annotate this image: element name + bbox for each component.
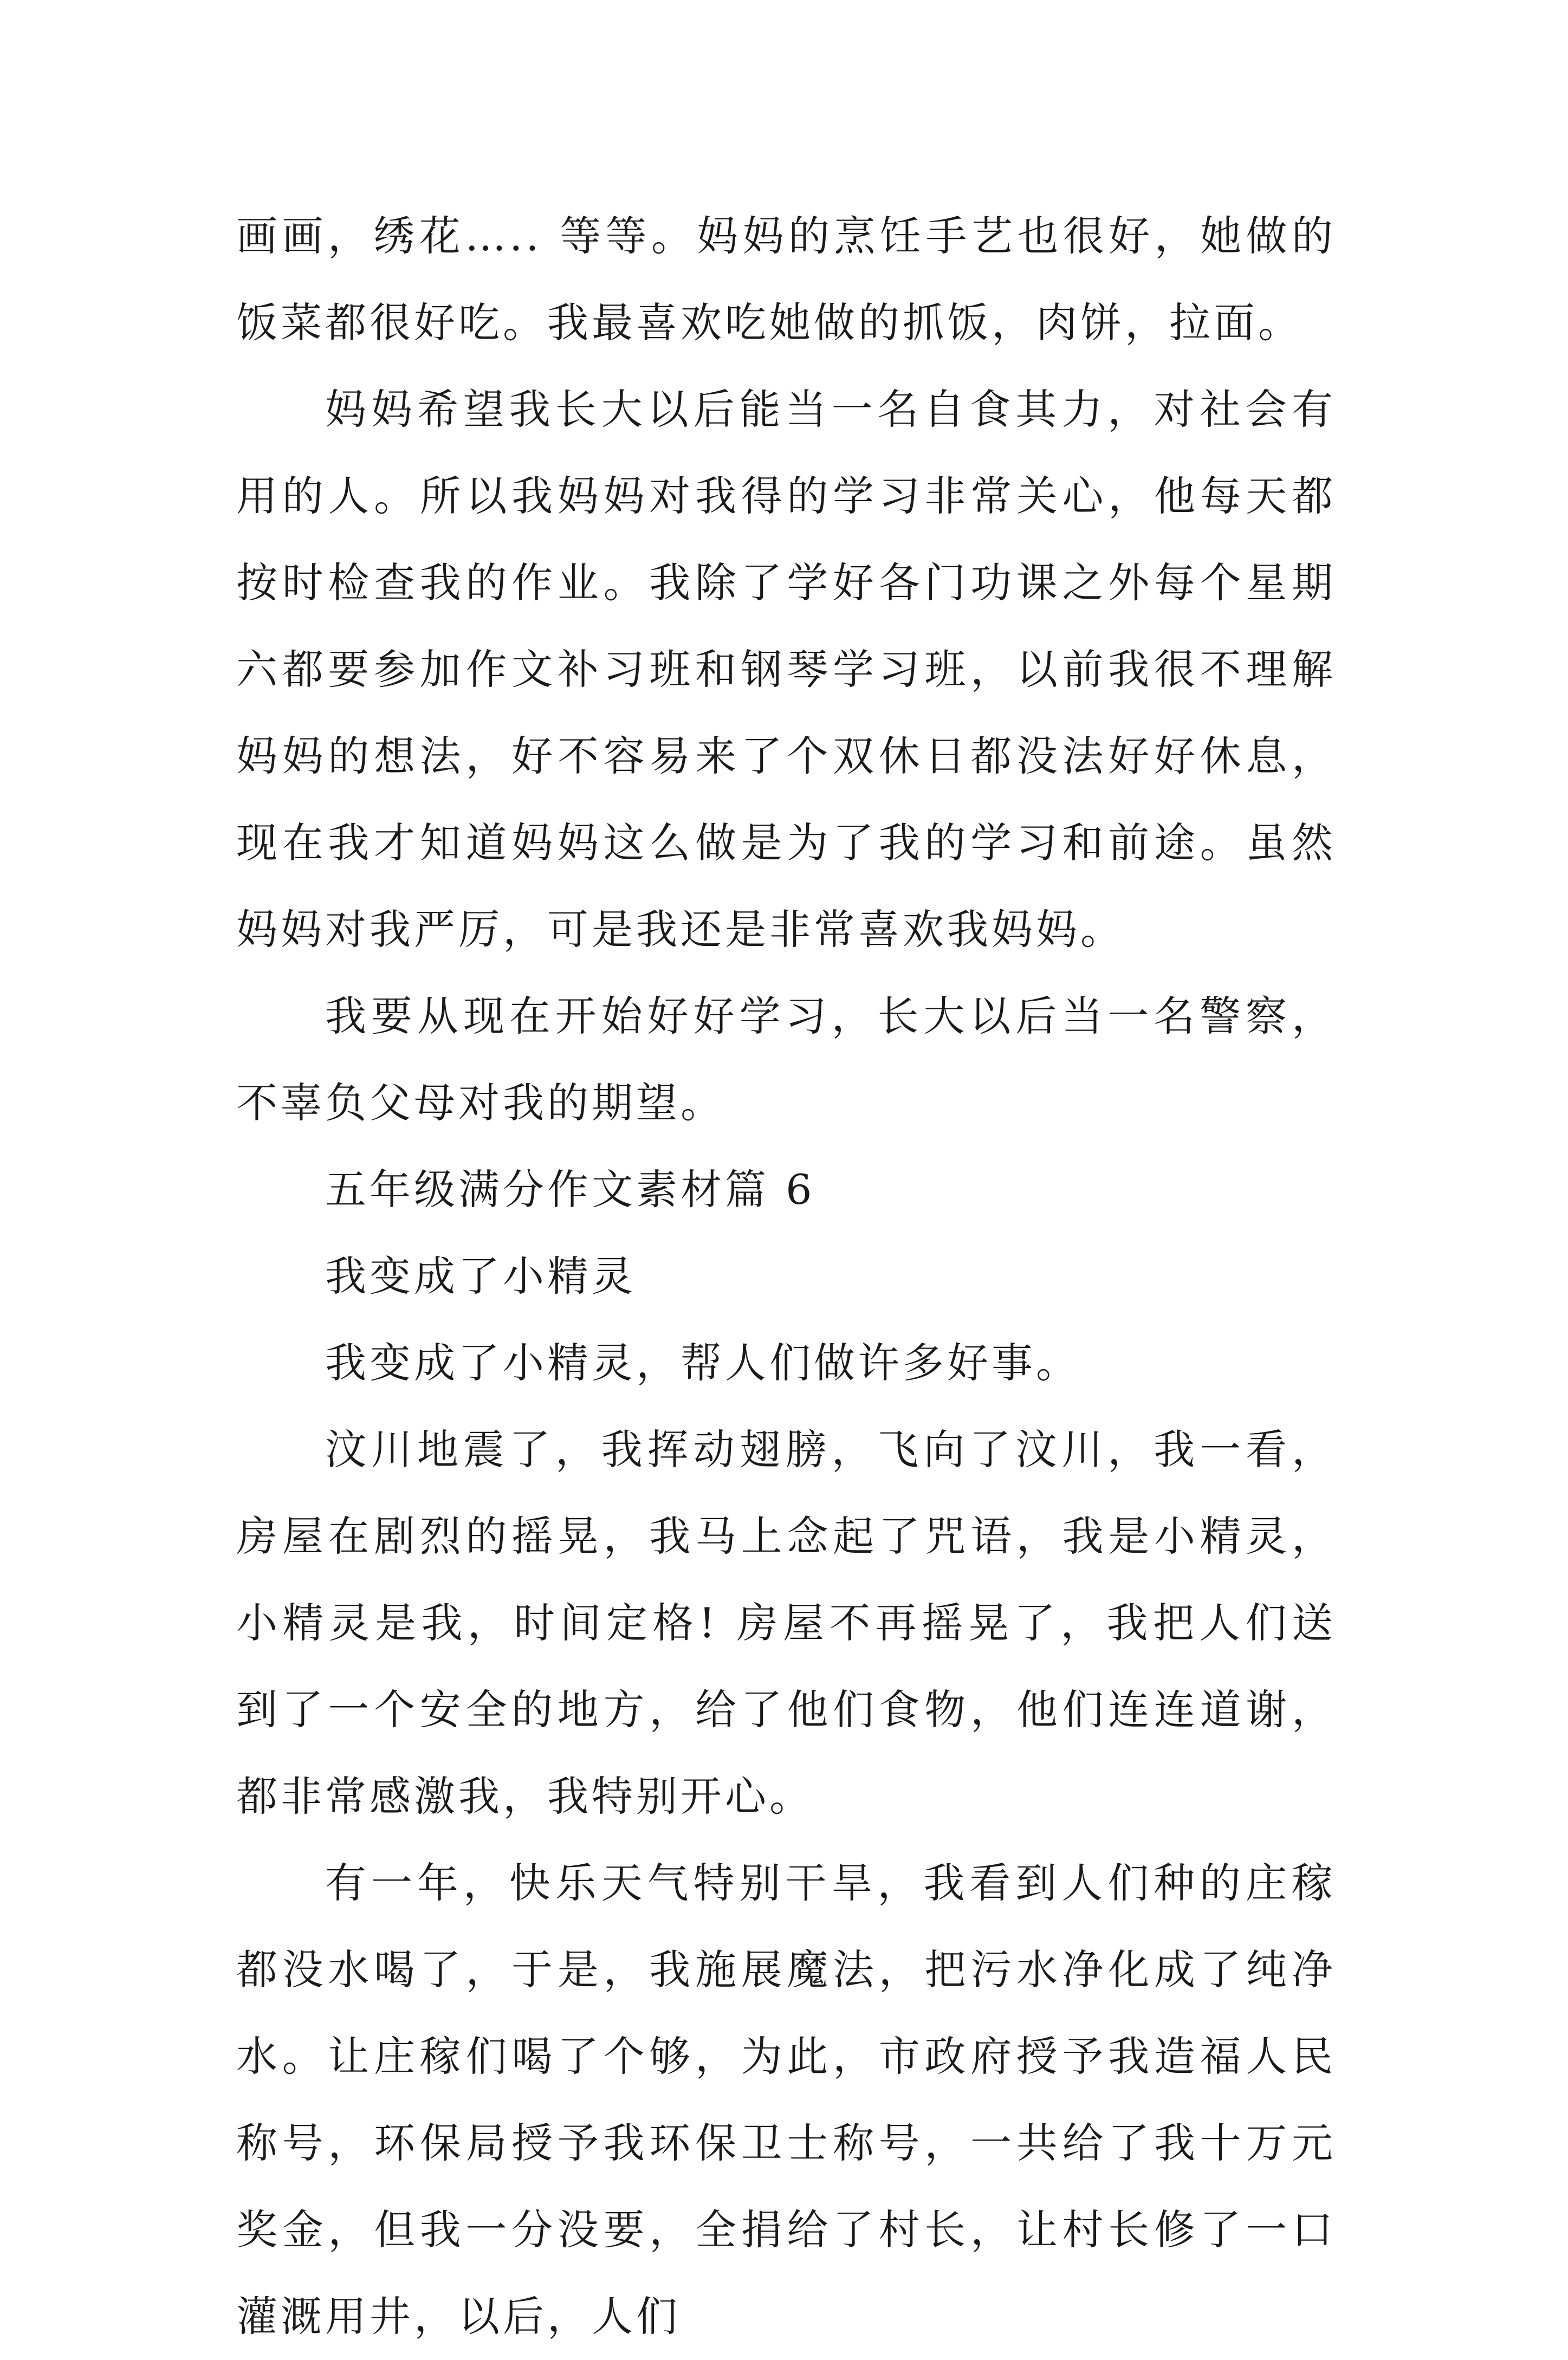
document-body — [236, 193, 1336, 2360]
essay-title: 我变成了小精灵 — [325, 1252, 636, 1300]
paragraph-earthquake: 汶川地震了，我挥动翅膀，飞向了汶川，我一看，房屋在剧烈的摇晃，我马上念起了咒语，我是小精灵，小精灵是我，时间定格! 房屋不再摇晃了，我把人们送到了一个安全的地方，给了他们食物，他们连连道谢，都非常感激我，我特别开心。 — [236, 1425, 1336, 1820]
paragraph-became-sprite: 我变成了小精灵，帮人们做许多好事。 — [325, 1339, 1080, 1387]
paragraph-become-police: 我要从现在开始好好学习，长大以后当一名警察，不辜负父母对我的期望。 — [236, 992, 1336, 1127]
paragraph-continued: 画画，绣花….. 等等。妈妈的烹饪手艺也很好，她做的饭菜都很好吃。我最喜欢吃她做的抓饭，肉饼，拉面。 — [236, 212, 1336, 347]
section-heading: 五年级满分作文素材篇 6 — [325, 1165, 815, 1214]
paragraph-mother-hopes: 妈妈希望我长大以后能当一名自食其力，对社会有用的人。所以我妈妈对我得的学习非常关心，他每天都按时检查我的作业。我除了学好各门功课之外每个星期六都要参加作文补习班和钢琴学习班，以前我很不理解妈妈的想法，好不容易来了个双休日都没法好好休息，现在我才知道妈妈这么做是为了我的学习和前途。虽然妈妈对我严厉，可是我还是非常喜欢我妈妈。 — [236, 385, 1336, 954]
paragraph-drought: 有一年，快乐天气特别干旱，我看到人们种的庄稼都没水喝了，于是，我施展魔法，把污水净化成了纯净水。让庄稼们喝了个够，为此，市政府授予我造福人民称号，环保局授予我环保卫士称号，一共给了我十万元奖金，但我一分没要，全捐给了村长，让村长修了一口灌溉用井，以后，人们 — [236, 1859, 1336, 2340]
